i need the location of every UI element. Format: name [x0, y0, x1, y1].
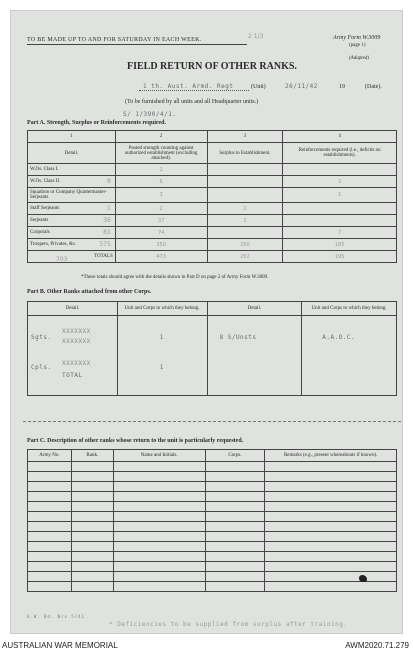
- part-c-cell: [265, 462, 397, 472]
- archive-footer: [0, 638, 413, 653]
- part-a-detail: [28, 215, 116, 227]
- part-a-row: [28, 215, 397, 227]
- part-c-cell: [205, 522, 265, 532]
- part-a-detail-label: W.Os. Class I.: [30, 167, 59, 172]
- part-c-cell: [265, 532, 397, 542]
- part-a-margin-figure: 575: [99, 241, 111, 248]
- part-c-table: [27, 449, 397, 592]
- part-c-cell: [71, 542, 113, 552]
- part-a-reinforcements: [283, 215, 397, 227]
- part-c-cell: [71, 582, 113, 592]
- part-c-row: [28, 582, 397, 592]
- part-c-cell: [28, 492, 72, 502]
- part-c-cell: [113, 562, 205, 572]
- part-c-cell: [71, 502, 113, 512]
- printer-note: A.W. Bd. Nrs 5/41: [27, 614, 85, 619]
- part-b-unit-left-cell: [117, 316, 207, 396]
- part-a-row: [28, 188, 397, 203]
- totals-note: *These totals should agree with the details shown in Part D on page 2 of Army Form W.3009.: [81, 275, 269, 280]
- totals-surplus: 262: [207, 251, 283, 263]
- col-header-posted: Posted strength counting against authorized establishment (excluding attached).: [115, 143, 207, 164]
- part-c-row: [28, 562, 397, 572]
- part-c-header-remarks: Remarks (e.g., present whereabouts if known).: [265, 450, 397, 462]
- part-c-row: [28, 552, 397, 562]
- part-a-detail-label: Staff Serjeants: [30, 206, 60, 211]
- part-a-posted: 1: [115, 164, 207, 176]
- part-c-title: Part C. Description of other ranks whose return to the unit is particularly requested.: [27, 438, 244, 444]
- part-c-header-name: Name and Initials.: [113, 450, 205, 462]
- part-c-cell: [265, 472, 397, 482]
- part-a-title: Part A. Strength, Surplus or Reinforcements required.: [27, 120, 166, 126]
- part-c-cell: [265, 512, 397, 522]
- part-c-cell: [265, 552, 397, 562]
- col-number-3: 3: [207, 131, 283, 143]
- part-a-posted: 74: [115, 227, 207, 239]
- part-a-detail-label: Troopers, Privates, &c.: [30, 242, 77, 247]
- part-c-row: [28, 522, 397, 532]
- part-a-detail: [28, 227, 116, 239]
- part-a-row: [28, 164, 397, 176]
- totals-reinforcements: 195: [283, 251, 397, 263]
- handwritten-mark: 2 1/3: [248, 33, 264, 40]
- part-a-margin-figure: 81: [103, 229, 111, 236]
- date-label: (Date).: [365, 84, 382, 90]
- part-a-table: [27, 130, 397, 263]
- col-header-reinforcements: Reinforcements required (i.e., deficits on establishments).: [283, 143, 397, 164]
- unit-value: 1 th. Aust. Armd. Regt: [143, 83, 234, 90]
- part-c-cell: [28, 552, 72, 562]
- part-b-header-unit-right: Unit and Corps to which they belong.: [302, 302, 397, 316]
- part-a-margin-figure: 1: [106, 205, 111, 212]
- part-c-cell: [265, 492, 397, 502]
- part-b-count-1: 1: [159, 334, 164, 341]
- unit-underline: [139, 90, 249, 91]
- part-a-reinforcements: 1: [283, 188, 397, 203]
- part-b-names-1: XXXXXXX: [62, 328, 91, 335]
- part-c-cell: [205, 542, 265, 552]
- part-b-rank-1: Sgts.: [31, 334, 52, 341]
- part-a-detail: [28, 239, 116, 251]
- part-c-cell: [205, 482, 265, 492]
- part-c-cell: [113, 512, 205, 522]
- part-b-detail-left-cell: [28, 316, 118, 396]
- part-c-cell: [113, 472, 205, 482]
- part-a-row: [28, 176, 397, 188]
- part-c-row: [28, 482, 397, 492]
- part-c-cell: [113, 492, 205, 502]
- part-c-cell: [28, 522, 72, 532]
- part-b-names-2: XXXXXXX: [62, 360, 91, 367]
- totals-margin: 703: [56, 256, 68, 263]
- form-page: (page 1): [349, 43, 366, 48]
- col-header-detail: Detail.: [28, 143, 116, 164]
- part-c-cell: [205, 472, 265, 482]
- furnish-note: (To be furnished by all units and all Headquarter units.): [125, 99, 259, 105]
- part-c-cell: [28, 532, 72, 542]
- part-c-rows: [28, 462, 397, 592]
- ink-blot: [359, 575, 367, 582]
- col-header-surplus: Surplus to Establishment.: [207, 143, 283, 164]
- part-a-detail: [28, 176, 116, 188]
- col-number-1: 1: [28, 131, 116, 143]
- part-c-cell: [28, 562, 72, 572]
- part-b-table: [27, 301, 397, 396]
- part-a-reinforcements: 185: [283, 239, 397, 251]
- part-a-reinforcements: 7: [283, 227, 397, 239]
- part-b-header-detail-right: Detail.: [207, 302, 302, 316]
- part-a-detail-label: W.Os. Class II.: [30, 179, 61, 184]
- part-a-detail-label: Serjeants: [30, 218, 49, 223]
- totals-row: [28, 251, 116, 263]
- part-b-rank-2: Cpls.: [31, 364, 52, 371]
- part-c-cell: [205, 462, 265, 472]
- weekly-note: TO BE MADE UP TO AND FOR SATURDAY IN EACH WEEK.: [27, 37, 247, 45]
- part-a-posted: 37: [115, 215, 207, 227]
- part-c-cell: [205, 582, 265, 592]
- part-c-row: [28, 472, 397, 482]
- part-c-cell: [265, 522, 397, 532]
- part-a-detail-label: Squadron or Company Quartermaster-Serjeants: [30, 190, 107, 200]
- part-c-cell: [205, 562, 265, 572]
- part-a-row: [28, 239, 397, 251]
- part-c-cell: [71, 462, 113, 472]
- part-a-row: [28, 203, 397, 215]
- part-c-cell: [71, 572, 113, 582]
- part-a-detail: [28, 164, 116, 176]
- form-title: FIELD RETURN OF OTHER RANKS.: [127, 61, 297, 72]
- part-a-surplus: [207, 188, 283, 203]
- part-c-header-army-no: Army No.: [28, 450, 72, 462]
- part-c-cell: [205, 512, 265, 522]
- part-b-total: TOTAL: [62, 372, 83, 379]
- part-c-cell: [113, 572, 205, 582]
- part-c-cell: [265, 482, 397, 492]
- part-a-surplus: 1: [207, 203, 283, 215]
- part-c-cell: [205, 532, 265, 542]
- part-c-cell: [71, 512, 113, 522]
- part-c-cell: [28, 502, 72, 512]
- part-a-detail: [28, 203, 116, 215]
- part-c-cell: [113, 502, 205, 512]
- deficiency-note: * Deficiencies to be supplied from surplus after training.: [109, 621, 348, 628]
- part-c-cell: [265, 582, 397, 592]
- form-sheet: [23, 29, 401, 629]
- adapted-note: (Adapted): [349, 56, 369, 61]
- part-c-cell: [113, 482, 205, 492]
- part-a-posted: 2: [115, 203, 207, 215]
- part-c-header-rank: Rank.: [71, 450, 113, 462]
- part-a-row: [28, 227, 397, 239]
- part-c-cell: [113, 522, 205, 532]
- part-c-cell: [71, 552, 113, 562]
- part-c-cell: [265, 562, 397, 572]
- typed-reference: S/ 1/390/4/1.: [123, 111, 177, 118]
- part-c-cell: [28, 482, 72, 492]
- totals-label: TOTALS: [94, 254, 113, 259]
- part-c-cell: [71, 562, 113, 572]
- part-c-cell: [265, 502, 397, 512]
- part-b-names-1b: XXXXXXX: [62, 338, 91, 345]
- part-c-cell: [205, 492, 265, 502]
- part-a-surplus: [207, 227, 283, 239]
- totals-posted: 473: [115, 251, 207, 263]
- part-b-title: Part B. Other Ranks attached from other Corps.: [27, 289, 152, 295]
- part-c-row: [28, 502, 397, 512]
- part-b-header-unit-left: Unit and Corps to which they belong.: [117, 302, 207, 316]
- part-b-header-detail-left: Detail.: [28, 302, 118, 316]
- part-c-cell: [71, 532, 113, 542]
- part-c-cell: [71, 492, 113, 502]
- part-c-row: [28, 572, 397, 582]
- part-c-cell: [113, 542, 205, 552]
- part-a-surplus: 1: [207, 215, 283, 227]
- part-a-posted: 6: [115, 176, 207, 188]
- col-number-4: 4: [283, 131, 397, 143]
- part-c-cell: [113, 532, 205, 542]
- part-c-cell: [71, 472, 113, 482]
- part-c-cell: [71, 482, 113, 492]
- part-a-posted: 3: [115, 188, 207, 203]
- part-c-row: [28, 512, 397, 522]
- part-c-cell: [28, 572, 72, 582]
- part-c-row: [28, 542, 397, 552]
- part-b-right-unit-1: A.A.O.C.: [322, 334, 356, 341]
- part-c-cell: [205, 552, 265, 562]
- part-b-detail-right-cell: [207, 316, 302, 396]
- part-a-detail: [28, 188, 116, 203]
- part-a-surplus: [207, 164, 283, 176]
- unit-label: (Unit): [251, 84, 266, 90]
- archive-accession: AWM2020.71.279: [345, 641, 409, 650]
- part-c-cell: [28, 582, 72, 592]
- part-a-surplus: [207, 176, 283, 188]
- part-c-cell: [205, 572, 265, 582]
- archive-name: AUSTRALIAN WAR MEMORIAL: [2, 641, 118, 650]
- part-a-reinforcements: [283, 203, 397, 215]
- part-c-cell: [113, 462, 205, 472]
- part-a-rows: [28, 164, 397, 251]
- part-b-unit-right-cell: [302, 316, 397, 396]
- part-c-cell: [28, 542, 72, 552]
- part-c-cell: [205, 502, 265, 512]
- part-c-cell: [28, 512, 72, 522]
- part-c-cell: [265, 572, 397, 582]
- part-c-row: [28, 462, 397, 472]
- part-c-header-corps: Corps.: [205, 450, 265, 462]
- part-c-row: [28, 492, 397, 502]
- part-c-cell: [28, 472, 72, 482]
- part-c-cell: [265, 542, 397, 552]
- part-a-margin-figure: 8: [106, 178, 111, 185]
- part-a-surplus: 260: [207, 239, 283, 251]
- part-a-detail-label: Corporals: [30, 230, 50, 235]
- part-c-row: [28, 532, 397, 542]
- form-reference: Army Form W.3009: [333, 35, 381, 41]
- part-a-margin-figure: 36: [103, 217, 111, 224]
- col-number-2: 2: [115, 131, 207, 143]
- part-b-right-detail-1: 8 S/Unsts: [219, 334, 257, 341]
- year-prefix: 19: [339, 84, 345, 90]
- date-value: 26/11/42: [285, 83, 318, 90]
- part-b-count-2: 1: [159, 364, 164, 371]
- part-c-cell: [113, 552, 205, 562]
- part-c-cell: [71, 522, 113, 532]
- perforation-line: [23, 421, 401, 422]
- part-a-reinforcements: 2: [283, 176, 397, 188]
- part-a-posted: 350: [115, 239, 207, 251]
- part-c-cell: [28, 462, 72, 472]
- part-a-reinforcements: [283, 164, 397, 176]
- document-page: [10, 10, 403, 634]
- part-c-cell: [113, 582, 205, 592]
